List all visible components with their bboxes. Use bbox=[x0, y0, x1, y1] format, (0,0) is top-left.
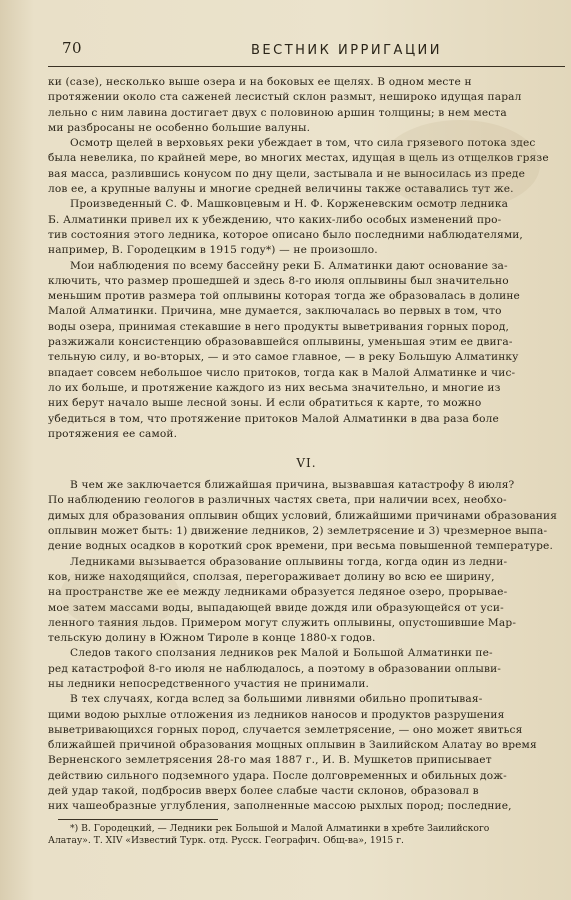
text-line: ло их больше, и протяжение каждого из них весьма значительно, и многие из bbox=[48, 381, 501, 394]
text-line: разжижали консистенцию образовавшейся оплывины, уменьшая этим ее двига- bbox=[48, 336, 513, 349]
text-line: ми разбросаны не особенно большие валуны. bbox=[48, 121, 311, 134]
text-line: них берут начало выше лесной зоны. И если обратиться к карте, то можно bbox=[48, 397, 482, 410]
text-line: них чашеобразные углубления, заполненные массою рыхлых пород; последние, bbox=[48, 800, 512, 813]
text-line: тельную силу, и во-вторых, — и это самое главное, — в реку Большую Алматинку bbox=[48, 351, 519, 364]
text-line: дение водных осадков в короткий срок времени, при весьма повышенной температуре. bbox=[48, 540, 553, 553]
text-line: оплывин может быть: 1) движение ледников, 2) землетрясение и 3) чрезмерное выпа- bbox=[48, 525, 548, 538]
text-line: лов ее, а крупные валуны и многие средней величины также оставались тут же. bbox=[48, 183, 514, 196]
text-line: Малой Алматинки. Причина, мне думается, заключалась во первых в том, что bbox=[48, 305, 502, 318]
text-line: например, В. Городецким в 1915 году*) — не произошло. bbox=[48, 244, 378, 257]
text-line: В чем же заключается ближайшая причина, вызвавшая катастрофу 8 июля? bbox=[70, 479, 515, 492]
text-line: Мои наблюдения по всему бассейну реки Б. Алматинки дают основание за- bbox=[70, 259, 508, 272]
text-line: протяжения ее самой. bbox=[48, 427, 178, 440]
text-line: тельскую долину в Южном Тироле в конце 1880-х годов. bbox=[48, 632, 376, 645]
text-line: ленного таяния льдов. Примером могут служить оплывины, опустошившие Мар- bbox=[48, 616, 517, 629]
text-line: ключить, что размер прошедшей и здесь 8-го июля оплывины был значительно bbox=[48, 274, 509, 287]
body-text-bottom bbox=[48, 478, 565, 815]
text-line: димых для образования оплывин общих условий, ближайшими причинами образования bbox=[48, 509, 558, 522]
text-line: ки (сазе), несколько выше озера и на боковых ее щелях. В одном месте н bbox=[48, 76, 472, 88]
paragraph bbox=[48, 478, 565, 554]
footnote-line: Алатау». Т. XIV «Известий Турк. отд. Русск. Географич. Общ-ва», 1915 г. bbox=[48, 835, 404, 847]
text-line: впадает совсем небольшое число притоков, тогда как в Малой Алматинке и чис- bbox=[48, 366, 516, 379]
paragraph bbox=[48, 555, 565, 647]
footnote bbox=[48, 823, 565, 848]
paragraph bbox=[48, 646, 565, 692]
text-line: ред катастрофой 8-го июля не наблюдалось, а поэтому в образовании оплыви- bbox=[48, 662, 502, 675]
paragraph bbox=[48, 692, 565, 814]
footnote-line: *) В. Городецкий, — Ледники рек Большой и Малой Алматинки в хребте Заилийского bbox=[70, 822, 490, 834]
page-header bbox=[48, 36, 565, 67]
text-line: Произведенный С. Ф. Машковцевым и Н. Ф. Корженевским осмотр ледника bbox=[70, 198, 509, 211]
text-line: дей удар такой, подбросив вверх более слабые части склонов, образовал в bbox=[48, 785, 479, 798]
text-line: была невелика, по крайней мере, во многих местах, идущая в щель из отщелков грязе bbox=[48, 152, 549, 165]
text-line: тив состояния этого ледника, которое описано было последними наблюдателями, bbox=[48, 228, 523, 241]
footnote-divider bbox=[58, 819, 218, 820]
paragraph bbox=[48, 75, 565, 136]
text-line: Осмотр щелей в верховьях реки убеждает в том, что сила грязевого потока здес bbox=[70, 137, 536, 150]
text-line: действию сильного подземного удара. После долговременных и обильных дож- bbox=[48, 769, 507, 782]
text-line: По наблюдению геологов в различных частях света, при наличии всех, необхо- bbox=[48, 494, 507, 507]
paragraph bbox=[48, 136, 565, 197]
text-line: вая масса, разлившись конусом по дну щели, застывала и не выносилась из преде bbox=[48, 167, 525, 180]
text-line: протяжении около ста саженей лесистый склон размыт, неширoко идущая парал bbox=[48, 91, 522, 104]
text-line: Следов такого сползания ледников рек Малой и Большой Алматинки пе- bbox=[70, 647, 493, 660]
text-line: В тех случаях, когда вслед за большими ливнями обильно пропитывая- bbox=[70, 693, 483, 706]
body-text-top bbox=[48, 75, 565, 442]
text-line: Б. Алматинки привел их к убеждению, что каких-либо особых изменений про- bbox=[48, 213, 502, 226]
text-line: лельно с ним лавина достигает двух с половиною аршин толщины; в нем места bbox=[48, 106, 507, 119]
text-line: щими водою рыхлые отложения из ледников наносов и продуктов разрушения bbox=[48, 708, 505, 721]
section-heading: VI. bbox=[296, 456, 317, 471]
page-number: 70 bbox=[62, 39, 83, 57]
paragraph bbox=[48, 259, 565, 443]
text-line: Верненского землетрясения 28-го мая 1887 г., И. В. Мушкетов приписывает bbox=[48, 754, 492, 767]
text-line: воды озера, принимая стекавшие в него продукты выветривания горных пород, bbox=[48, 320, 510, 333]
text-line: на пространстве же ее между ледниками образуется ледяное озеро, прорывае- bbox=[48, 586, 508, 599]
text-line: ближайшей причиной образования мощных оплывин в Заилийском Алатау во время bbox=[48, 739, 537, 752]
text-line: Ледниками вызывается образование оплывины тогда, когда один из ледни- bbox=[70, 555, 508, 568]
text-line: мое затем массами воды, выпадающей ввиде дождя или образующейся от уси- bbox=[48, 601, 504, 614]
paragraph bbox=[48, 197, 565, 258]
text-line: убедиться в том, что протяжение притоков Малой Алматинки в два раза боле bbox=[48, 412, 499, 425]
text-line: выветривающихся горных пород, случается землетрясение, — оно может явиться bbox=[48, 723, 523, 736]
text-line: меньшим против размера той оплывины которая тогда же образовалась в долине bbox=[48, 290, 520, 303]
text-line: ков, ниже находящийся, сползая, перегораживает долину во всю ее ширину, bbox=[48, 570, 495, 583]
journal-title: ВЕСТНИК ИРРИГАЦИИ bbox=[250, 43, 442, 58]
text-line: ны ледники непосредственного участия не принимали. bbox=[48, 677, 370, 690]
